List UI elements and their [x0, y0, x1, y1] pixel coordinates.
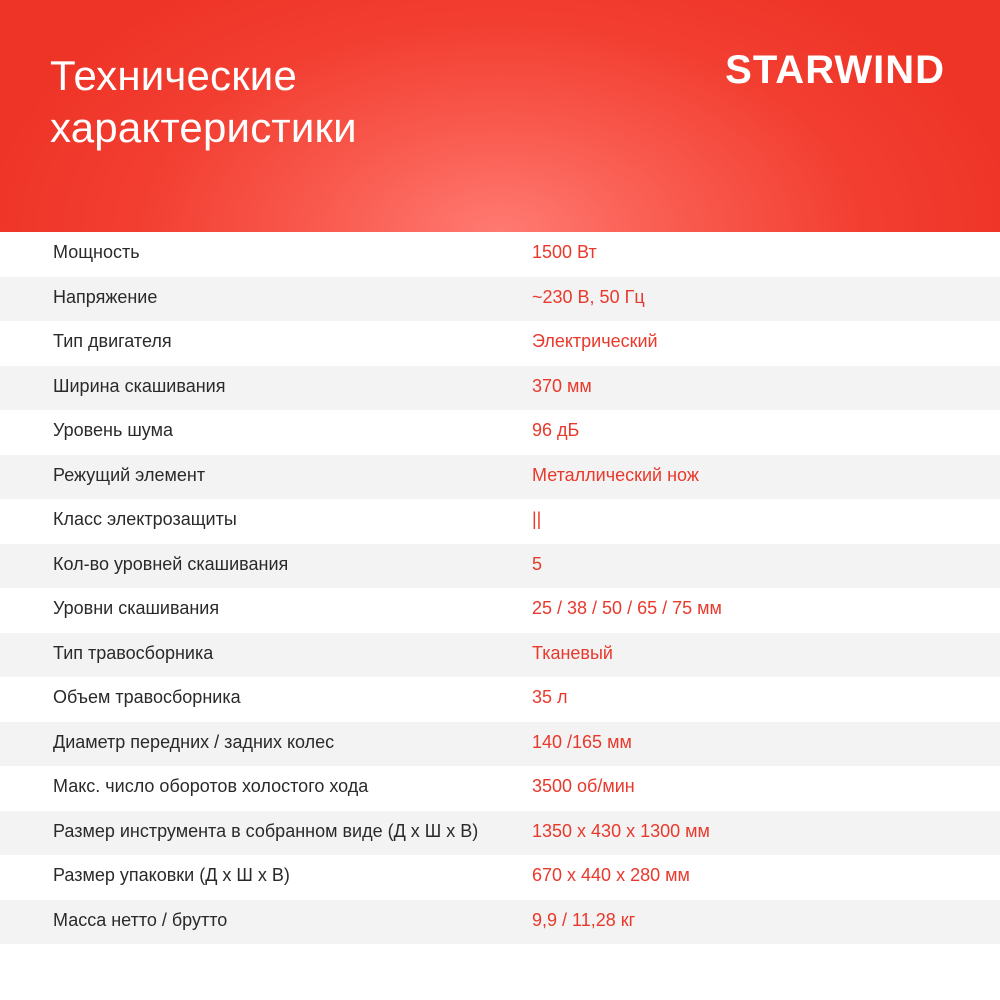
spec-label: Уровень шума — [53, 420, 173, 440]
spec-value: 35 л — [532, 687, 568, 707]
page-title-line-1: Технические — [50, 52, 298, 99]
spec-label: Тип двигателя — [53, 331, 172, 351]
spec-value: || — [532, 509, 542, 529]
spec-label: Напряжение — [53, 286, 158, 307]
spec-label: Класс электрозащиты — [53, 509, 237, 529]
page-title — [50, 50, 357, 154]
spec-row-grass-bag-type — [0, 633, 1000, 678]
spec-row-cutting-element — [0, 455, 1000, 500]
spec-row-package-size — [0, 855, 1000, 900]
spec-row-height-levels — [0, 588, 1000, 633]
spec-value: ~230 В, 50 Гц — [532, 286, 645, 307]
spec-row-assembled-size — [0, 811, 1000, 856]
spec-label: Мощность — [53, 242, 140, 262]
spec-value: 9,9 / 11,28 кг — [532, 909, 636, 930]
spec-label: Ширина скашивания — [53, 375, 226, 396]
spec-value: 96 дБ — [532, 420, 580, 440]
spec-label: Режущий элемент — [53, 464, 206, 485]
spec-row-wheel-diameter — [0, 722, 1000, 767]
spec-value: 140 /165 мм — [532, 731, 632, 752]
spec-row-protection-class — [0, 499, 1000, 544]
spec-value: 1500 Вт — [532, 242, 597, 262]
spec-label: Объем травосборника — [53, 687, 241, 707]
spec-row-weight — [0, 900, 1000, 945]
spec-row-engine-type — [0, 321, 1000, 366]
spec-value: Электрический — [532, 331, 658, 351]
spec-value: 1350 х 430 х 1300 мм — [532, 820, 710, 841]
spec-label: Масса нетто / брутто — [53, 909, 228, 930]
header-banner — [0, 0, 1000, 232]
spec-value: 670 х 440 х 280 мм — [532, 865, 690, 885]
spec-row-cutting-width — [0, 366, 1000, 411]
spec-label: Размер инструмента в собранном виде (Д х Ш х В) — [53, 820, 479, 841]
spec-label: Тип травосборника — [53, 642, 214, 663]
page-title-line-2: характеристики — [50, 104, 357, 151]
spec-row-grass-bag-volume — [0, 677, 1000, 722]
spec-label: Макс. число оборотов холостого хода — [53, 776, 369, 796]
spec-value: 25 / 38 / 50 / 65 / 75 мм — [532, 598, 722, 618]
spec-value: Тканевый — [532, 642, 613, 663]
spec-value: 370 мм — [532, 375, 592, 396]
spec-table — [0, 232, 1000, 944]
spec-label: Уровни скашивания — [53, 598, 220, 618]
spec-value: Металлический нож — [532, 464, 699, 485]
spec-value: 5 — [532, 553, 543, 574]
brand-logo: STARWIND — [725, 48, 945, 92]
spec-row-max-idle-speed — [0, 766, 1000, 811]
spec-row-noise-level — [0, 410, 1000, 455]
spec-label: Диаметр передних / задних колес — [53, 731, 335, 752]
spec-row-voltage — [0, 277, 1000, 322]
spec-label: Кол-во уровней скашивания — [53, 553, 289, 574]
spec-label: Размер упаковки (Д х Ш х В) — [53, 865, 290, 885]
spec-row-height-levels-count — [0, 544, 1000, 589]
spec-row-power — [0, 232, 1000, 277]
spec-value: 3500 об/мин — [532, 776, 635, 796]
